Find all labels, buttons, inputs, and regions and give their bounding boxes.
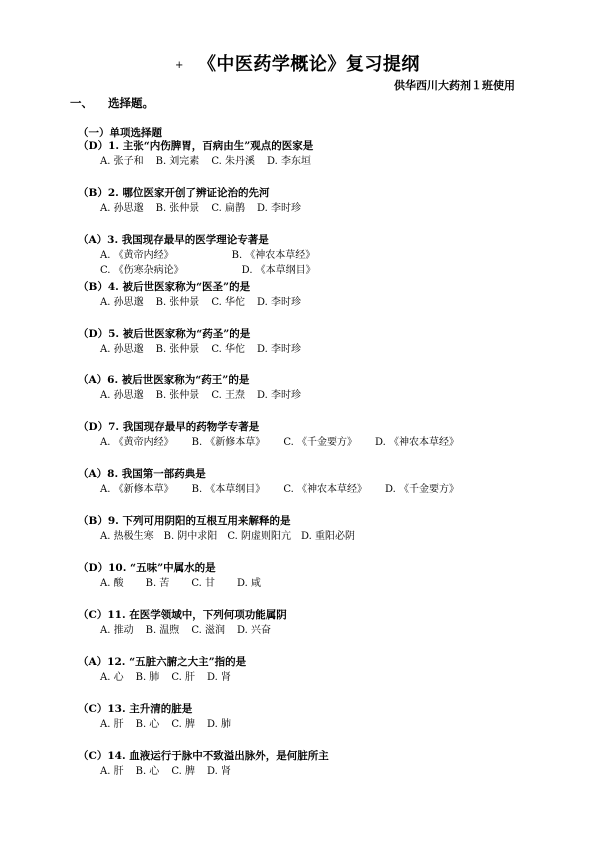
question-item	[78, 608, 548, 655]
answer-option: A. 《黄帝内经》	[100, 249, 174, 261]
answer-option: B. 苦	[145, 578, 170, 590]
option-row	[78, 670, 548, 685]
answer-option: B. 《神农本草经》	[231, 249, 316, 261]
option-row	[78, 623, 548, 638]
answer-option: B. 《新修本草》	[191, 437, 266, 449]
question-text: 5. 被后世医家称为“药圣”的是	[108, 327, 251, 340]
answer-option: A. 孙思邈	[100, 390, 144, 402]
answer-option: A. 孙思邈	[100, 202, 144, 214]
answer-key: （C）	[78, 749, 108, 762]
answer-option: B. 张仲景	[155, 202, 200, 214]
question-text: 4. 被后世医家称为“医圣”的是	[107, 280, 251, 293]
answer-option: A. 《新修本草》	[100, 484, 174, 496]
question-stem	[78, 233, 548, 248]
answer-option: D. 李时珍	[256, 202, 301, 214]
question-stem	[78, 420, 548, 435]
section-number: 一、	[70, 96, 93, 110]
answer-key: （A）	[78, 468, 108, 481]
answer-option: C. 脾	[171, 765, 195, 777]
answer-option: C. 《神农本草经》	[283, 484, 367, 496]
answer-option: D. 肾	[206, 671, 231, 683]
answer-option: D. 肺	[206, 718, 231, 730]
answer-key: （B）	[78, 280, 108, 293]
question-stem	[78, 373, 548, 388]
option-row	[78, 201, 548, 216]
question-stem	[78, 749, 548, 764]
answer-key: （B）	[78, 515, 108, 528]
section-heading	[70, 95, 154, 111]
answer-option: B. 肺	[135, 671, 160, 683]
question-text: 13. 主升清的脏是	[107, 702, 193, 715]
option-row	[78, 717, 548, 732]
answer-option: D. 李时珍	[256, 390, 301, 402]
question-item	[78, 327, 548, 374]
answer-option: D. 李时珍	[256, 343, 301, 355]
answer-option: A. 肝	[100, 718, 124, 730]
subsection-heading: （一）单项选择题	[78, 127, 162, 139]
answer-option: B. 张仲景	[155, 343, 200, 355]
answer-key: （A）	[78, 374, 108, 387]
title-text: 《中医药学概论》复习提纲	[197, 54, 420, 75]
answer-option: A. 张子和	[100, 156, 144, 167]
question-stem	[78, 514, 548, 529]
option-row	[78, 482, 548, 497]
answer-option: D. 《本草纲目》	[241, 264, 316, 276]
question-text: 3. 我国现存最早的医学理论专著是	[107, 233, 269, 246]
list-marker: +	[175, 59, 184, 71]
option-row	[78, 342, 548, 357]
question-stem	[78, 280, 548, 295]
question-stem	[78, 186, 548, 201]
question-stem	[78, 561, 548, 576]
answer-option: A. 《黄帝内经》	[100, 437, 174, 449]
answer-option: D. 咸	[236, 578, 261, 590]
question-item	[78, 749, 548, 796]
question-item	[78, 514, 548, 561]
question-text: 9. 下列可用阴阳的互根互用来解释的是	[107, 515, 291, 528]
answer-option: D. 李时珍	[256, 296, 301, 308]
question-item	[78, 233, 548, 280]
question-stem	[78, 608, 548, 623]
option-row	[78, 529, 548, 544]
answer-option: B. 心	[135, 765, 160, 777]
answer-option: A. 热极生寒	[100, 531, 154, 543]
option-row	[78, 263, 548, 278]
answer-option: B. 温煦	[145, 624, 180, 636]
question-item	[78, 139, 548, 186]
answer-option: A. 孙思邈	[100, 343, 144, 355]
document-subtitle: 供华西川大药剂１班使用	[394, 79, 515, 92]
answer-option: B. 《本草纲目》	[191, 484, 266, 496]
answer-option: C. 朱丹溪	[211, 156, 255, 167]
answer-option: C. 滋润	[191, 624, 225, 636]
question-stem	[78, 702, 548, 717]
answer-option: B. 心	[135, 718, 160, 730]
question-stem	[78, 139, 548, 154]
answer-option: C. 扁鹊	[211, 202, 245, 214]
answer-key: （A）	[78, 655, 108, 668]
option-row	[78, 576, 548, 591]
answer-option: D. 《千金要方》	[384, 484, 459, 496]
document-title	[0, 50, 595, 76]
question-item	[78, 373, 548, 420]
answer-option: A. 推动	[100, 624, 134, 636]
answer-option: B. 刘完素	[155, 156, 200, 167]
question-text: 11. 在医学领域中，下列何项功能属阴	[107, 608, 287, 621]
answer-option: A. 肝	[100, 765, 124, 777]
answer-option: C. 《千金要方》	[283, 437, 357, 449]
question-item	[78, 655, 548, 702]
question-text: 10. “五味”中属水的是	[108, 562, 216, 575]
answer-key: （D）	[78, 327, 109, 340]
answer-option: B. 阴中求阳	[163, 531, 218, 543]
answer-key: （C）	[78, 702, 108, 715]
question-stem	[78, 655, 548, 670]
answer-key: （C）	[78, 608, 108, 621]
answer-option: C. 脾	[171, 718, 195, 730]
option-row	[78, 295, 548, 310]
answer-option: B. 张仲景	[155, 296, 200, 308]
answer-option: D. 李东垣	[266, 156, 311, 167]
question-item	[78, 186, 548, 233]
question-text: 1. 主张“内伤脾胃，百病由生”观点的医家是	[108, 140, 314, 152]
question-item	[78, 467, 548, 514]
answer-option: D. 重阳必阴	[300, 531, 355, 543]
answer-option: C. 甘	[191, 578, 215, 590]
answer-option: D. 兴奋	[236, 624, 271, 636]
question-item	[78, 280, 548, 327]
question-text: 7. 我国现存最早的药物学专著是	[108, 421, 260, 434]
question-list	[78, 139, 548, 795]
question-text: 6. 被后世医家称为“药王”的是	[107, 374, 250, 387]
question-text: 8. 我国第一部药典是	[107, 468, 206, 481]
question-item	[78, 561, 548, 608]
answer-option: C. 阴虚则阳亢	[227, 531, 291, 543]
section-label: 选择题。	[108, 96, 154, 110]
answer-key: （D）	[78, 421, 109, 434]
option-row	[78, 764, 548, 779]
answer-option: A. 心	[100, 671, 124, 683]
answer-option: A. 酸	[100, 578, 124, 590]
answer-key: （A）	[78, 233, 108, 246]
answer-option: C. 《伤寒杂病论》	[100, 264, 184, 276]
answer-option: C. 王焘	[211, 390, 245, 402]
answer-option: D. 肾	[206, 765, 231, 777]
question-text: 2. 哪位医家开创了辨证论治的先河	[107, 186, 270, 199]
question-stem	[78, 467, 548, 482]
option-row	[78, 435, 548, 450]
option-row	[78, 248, 548, 263]
question-text: 12. “五脏六腑之大主”指的是	[107, 655, 247, 668]
question-item	[78, 702, 548, 749]
answer-key: （D）	[78, 140, 109, 152]
question-text: 14. 血液运行于脉中不致溢出脉外，是何脏所主	[107, 749, 329, 762]
question-stem	[78, 327, 548, 342]
answer-key: （B）	[78, 186, 108, 199]
answer-option: C. 华佗	[211, 296, 245, 308]
answer-option: C. 肝	[171, 671, 195, 683]
question-item	[78, 420, 548, 467]
answer-option: D. 《神农本草经》	[374, 437, 459, 449]
answer-option: C. 华佗	[211, 343, 245, 355]
option-row	[78, 154, 548, 169]
answer-option: A. 孙思邈	[100, 296, 144, 308]
option-row	[78, 388, 548, 403]
answer-option: B. 张仲景	[155, 390, 200, 402]
answer-key: （D）	[78, 562, 109, 575]
